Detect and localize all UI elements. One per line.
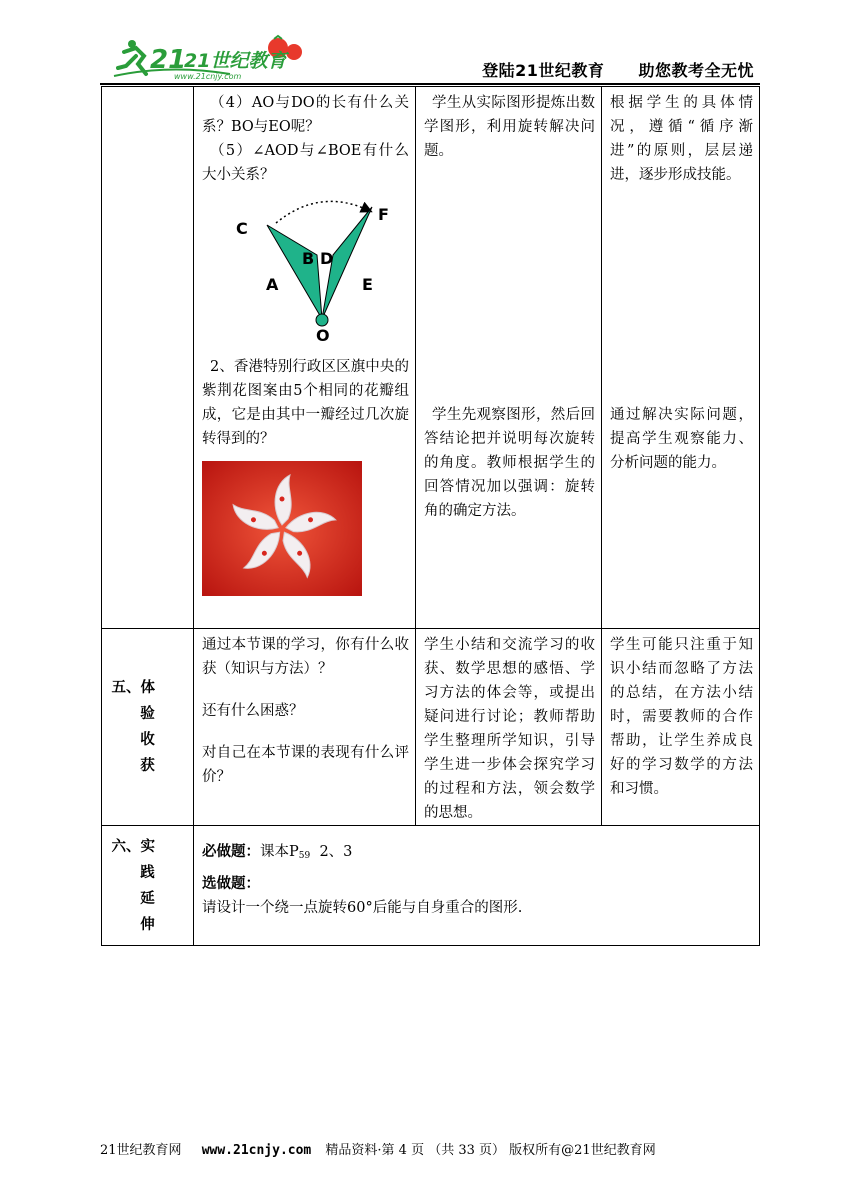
stage-cell bbox=[102, 629, 194, 826]
logo-url: www.21cnjy.com bbox=[174, 72, 242, 81]
footer-site: 21世纪教育网 bbox=[100, 1143, 182, 1158]
logo-text: 21世纪教育 bbox=[184, 50, 287, 72]
question-4: （4）AO与DO的长有什么关系？BO与EO呢？ bbox=[202, 95, 409, 135]
reflection-question-3: 对自己在本节课的表现有什么评价？ bbox=[202, 745, 409, 785]
footer-page-info: 精品资料·第 4 页 （共 33 页） 版权所有@21世纪教育网 bbox=[325, 1143, 656, 1158]
reflection-question-2: 还有什么困惑？ bbox=[202, 703, 304, 719]
required-text: 课本P bbox=[260, 844, 299, 860]
label-d: D bbox=[320, 249, 334, 268]
student-text: 学生小结和交流学习的收获、数学思想的感悟、学习方法的体会等，或提出疑问进行讨论；教师帮助学生整理所学知识，引导学生进一步体会探究学习的过程和方法，领会数学的思想。 bbox=[424, 637, 595, 821]
page-footer bbox=[100, 1139, 760, 1158]
design-intent-cell bbox=[602, 87, 760, 629]
hk-flag-image bbox=[202, 461, 362, 596]
design-intent-cell bbox=[602, 629, 760, 826]
intent-text-1: 根据学生的具体情况，遵循“循序渐进”的原则，层层递进，逐步形成技能。 bbox=[610, 95, 753, 183]
page-header bbox=[100, 28, 760, 82]
required-label: 必做题： bbox=[202, 844, 260, 860]
header-divider bbox=[100, 83, 760, 85]
label-c: C bbox=[236, 219, 248, 238]
bauhinia-flag-graphic bbox=[202, 461, 362, 596]
reflection-question-1: 通过本节课的学习，你有什么收获（知识与方法）？ bbox=[202, 637, 409, 677]
table-row bbox=[102, 87, 760, 629]
header-slogan bbox=[482, 58, 754, 81]
activity-cell bbox=[194, 87, 416, 629]
slogan-left: 登陆21世纪教育 bbox=[482, 61, 605, 80]
student-activity-cell bbox=[416, 629, 602, 826]
required-items: 2、3 bbox=[319, 844, 353, 860]
label-f: F bbox=[378, 205, 389, 224]
optional-homework-text: 请设计一个绕一点旋转60°后能与自身重合的图形. bbox=[202, 900, 523, 916]
student-text-1: 学生从实际图形提炼出数学图形，利用旋转解决问题。 bbox=[424, 95, 595, 159]
optional-homework-label: 选做题： bbox=[202, 876, 260, 892]
question-5: （5）∠AOD与∠BOE有什么大小关系？ bbox=[202, 143, 409, 183]
intent-text: 学生可能只注重于知识小结而忽略了方法的总结，在方法小结时，需要教师的合作帮助，让学生养成良好的学习数学的方法和习惯。 bbox=[610, 637, 753, 797]
table-row bbox=[102, 826, 760, 946]
label-e: E bbox=[362, 275, 373, 294]
stage-label-five: 五、体 验 收 获 bbox=[111, 680, 155, 774]
student-activity-cell bbox=[416, 87, 602, 629]
label-o: O bbox=[316, 326, 330, 345]
required-homework bbox=[194, 826, 759, 868]
homework-cell bbox=[194, 826, 760, 946]
lesson-table bbox=[101, 86, 760, 946]
student-text-2: 学生先观察图形，然后回答结论把并说明每次旋转的角度。教师根据学生的回答情况加以强调：旋转角的确定方法。 bbox=[424, 407, 595, 519]
intent-text-2: 通过解决实际问题，提高学生观察能力、分析问题的能力。 bbox=[610, 407, 753, 471]
rotation-figure bbox=[230, 193, 430, 343]
slogan-right: 助您教考全无忧 bbox=[638, 61, 754, 80]
stage-label-six: 六、实 践 延 伸 bbox=[111, 838, 155, 933]
svg-text:21: 21 bbox=[150, 45, 187, 75]
question-2: 2、香港特别行政区区旗中央的紫荆花图案由5个相同的花瓣组成，它是由其中一瓣经过几次旋转得到的？ bbox=[202, 359, 409, 447]
label-b: B bbox=[302, 249, 315, 268]
label-a: A bbox=[266, 275, 279, 294]
activity-cell bbox=[194, 629, 416, 826]
required-page-sub: 59 bbox=[298, 851, 311, 861]
site-logo bbox=[110, 34, 310, 80]
footer-url: www.21cnjy.com bbox=[201, 1143, 312, 1158]
stage-cell bbox=[102, 87, 194, 629]
table-row bbox=[102, 629, 760, 826]
stage-cell bbox=[102, 826, 194, 946]
